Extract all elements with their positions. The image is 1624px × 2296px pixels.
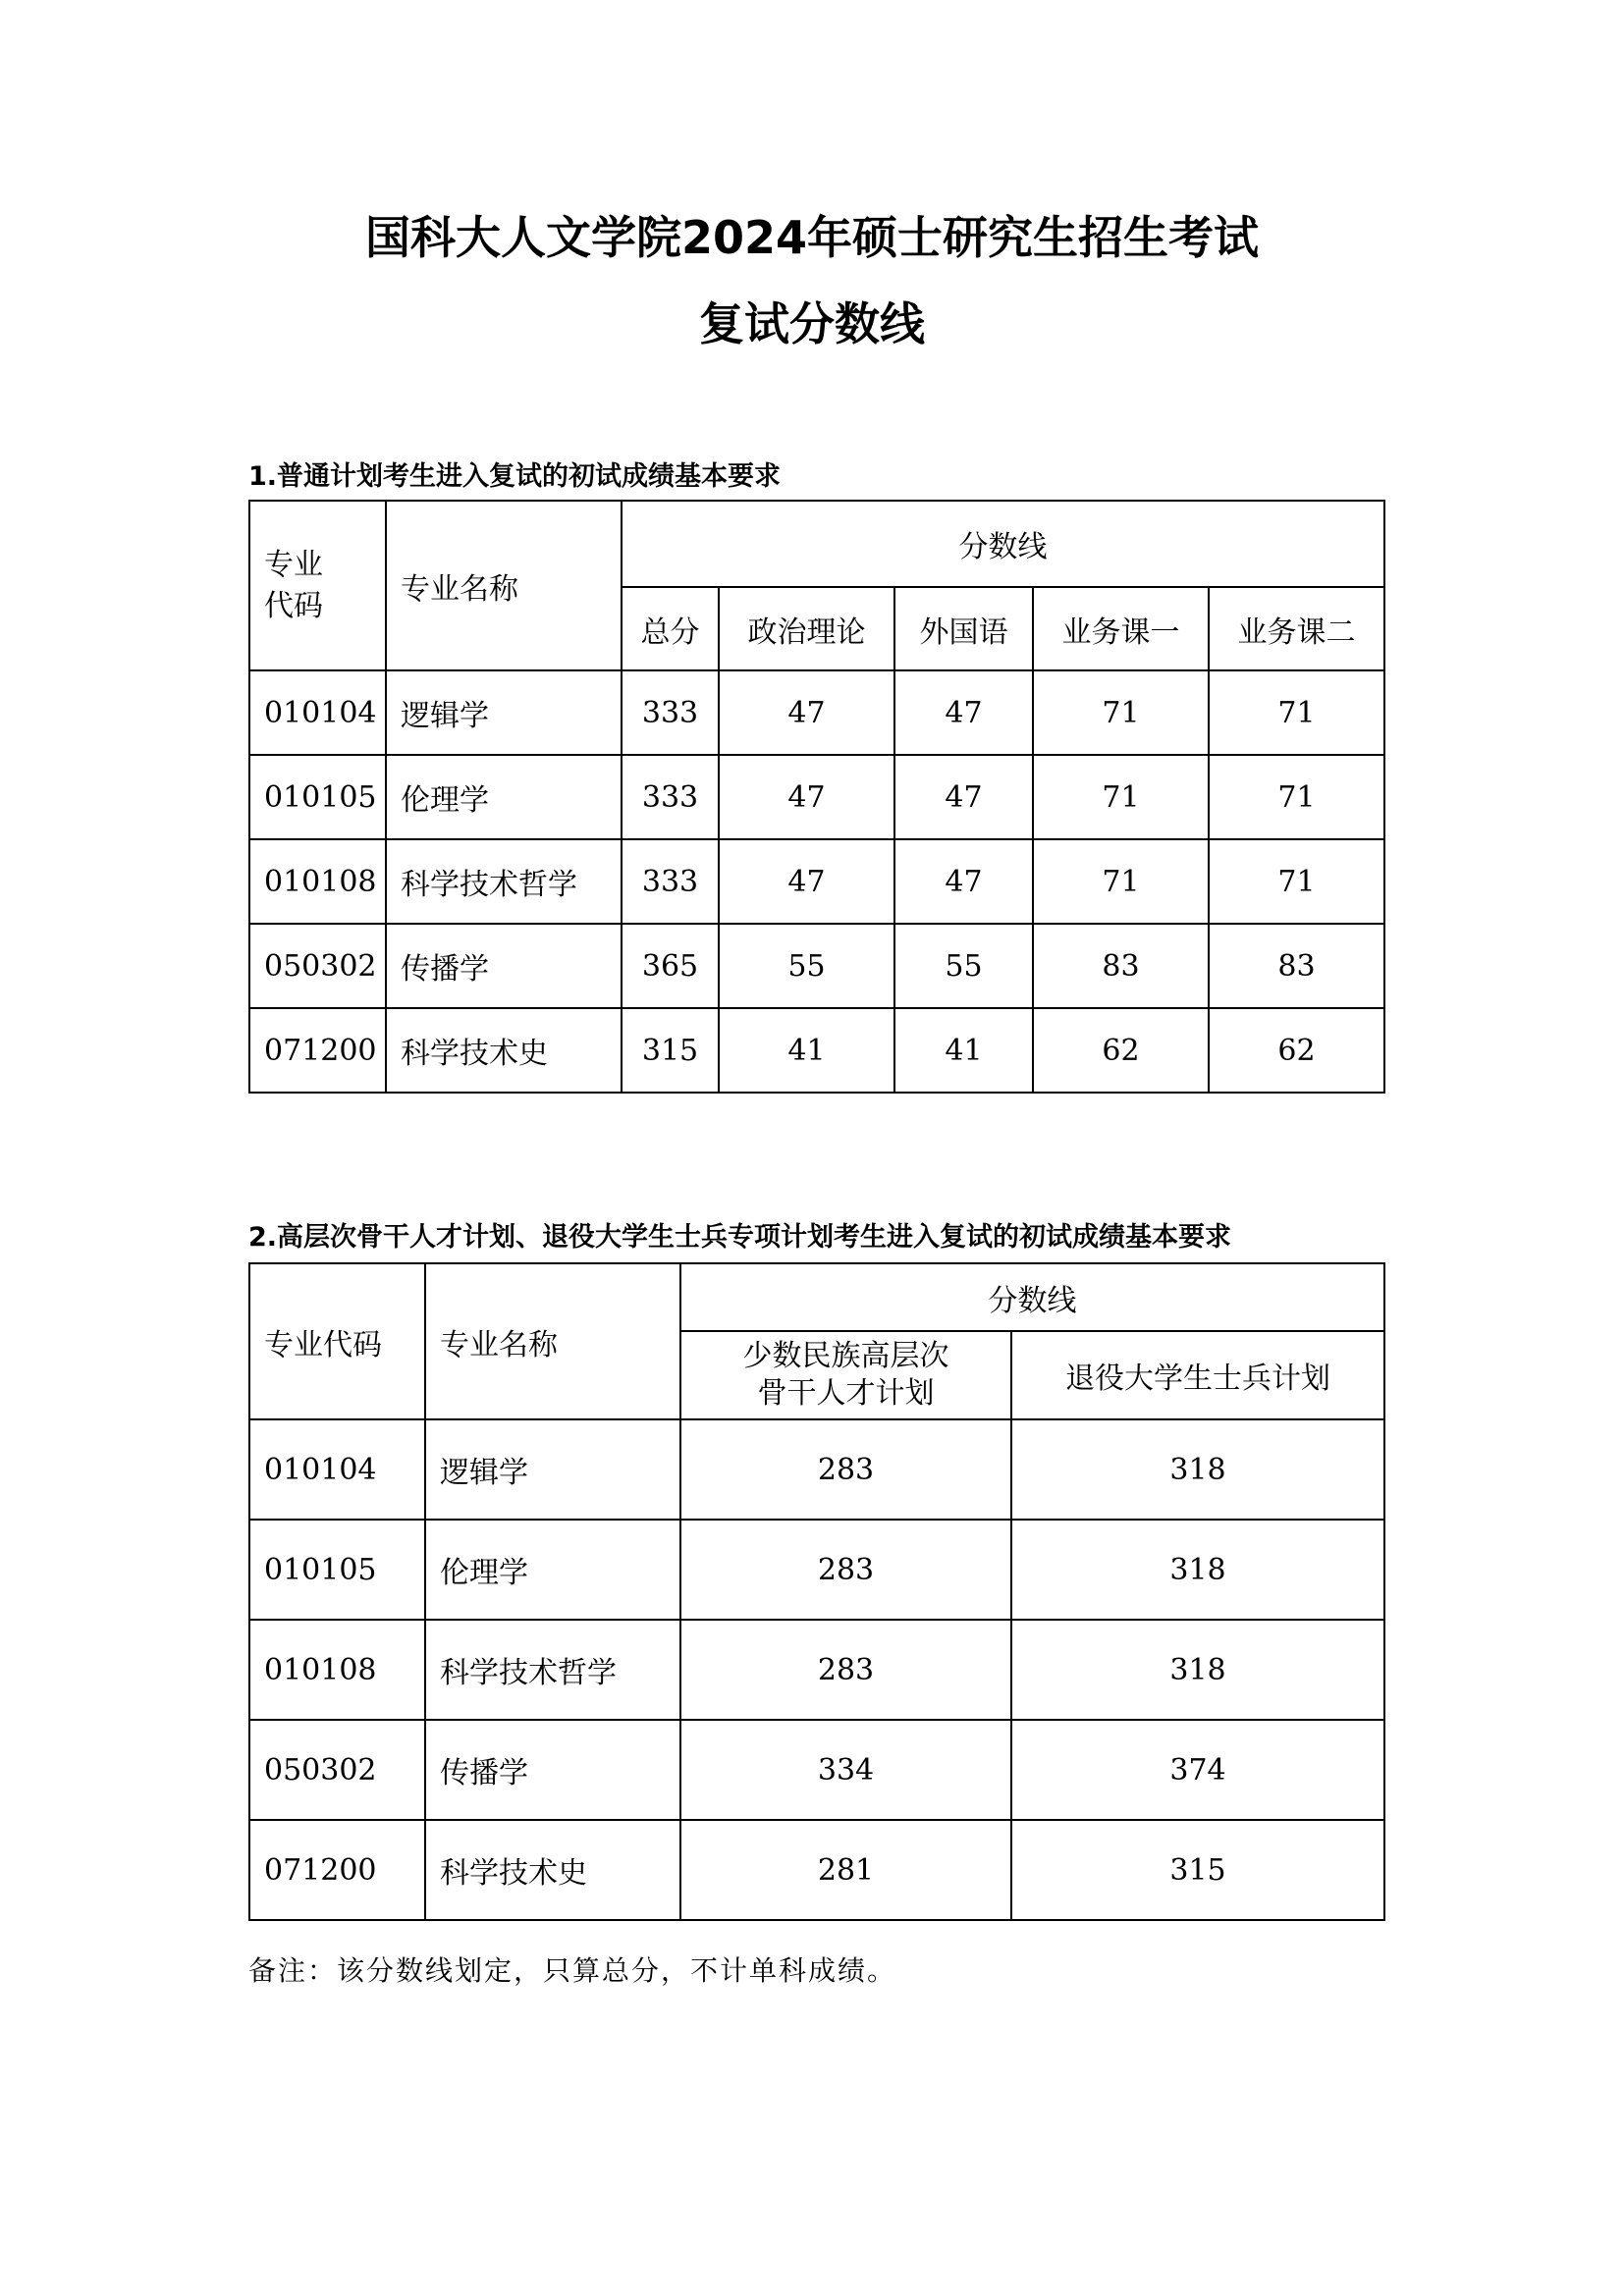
section2-heading: 2.高层次骨干人才计划、退役大学生士兵专项计划考生进入复试的初试成绩基本要求 (248, 1222, 1232, 1253)
cell-course1: 62 (1033, 1008, 1209, 1093)
table-row (249, 1720, 1384, 1820)
section1-heading: 1.普通计划考生进入复试的初试成绩基本要求 (248, 461, 782, 492)
cell-course1: 83 (1033, 924, 1209, 1008)
cell-code: 010105 (249, 755, 386, 839)
table-row (249, 1520, 1384, 1620)
cell-code: 050302 (249, 1720, 425, 1820)
header-code-part2: 代码 (264, 588, 323, 623)
header-code (249, 501, 386, 670)
cell-name: 传播学 (386, 924, 622, 1008)
header-course2: 业务课二 (1209, 587, 1384, 670)
cell-foreign: 47 (894, 670, 1033, 755)
header-minority-line2: 骨干人才计划 (757, 1376, 935, 1411)
cell-veteran: 318 (1011, 1520, 1384, 1620)
cell-minority: 283 (680, 1620, 1011, 1720)
header-score-line: 分数线 (680, 1263, 1384, 1331)
table-row (249, 839, 1384, 924)
header-score-line: 分数线 (622, 501, 1384, 587)
cell-politics: 47 (719, 839, 894, 924)
cell-minority: 283 (680, 1419, 1011, 1520)
header-code-text (264, 545, 385, 627)
table-row (249, 1419, 1384, 1520)
cell-total: 333 (622, 670, 719, 755)
cell-total: 333 (622, 755, 719, 839)
cell-name: 传播学 (425, 1720, 680, 1820)
footnote: 备注：该分数线划定，只算总分，不计单科成绩。 (248, 1954, 897, 1987)
cell-code: 071200 (249, 1008, 386, 1093)
cell-name: 科学技术史 (386, 1008, 622, 1093)
cell-total: 333 (622, 839, 719, 924)
page-title: 国科大人文学院2024年硕士研究生招生考试 (364, 211, 1260, 264)
page-subtitle: 复试分数线 (699, 297, 925, 350)
cell-politics: 47 (719, 755, 894, 839)
header-minority-line1: 少数民族高层次 (742, 1339, 949, 1373)
cell-code: 010108 (249, 839, 386, 924)
header-veteran-plan: 退役大学生士兵计划 (1011, 1331, 1384, 1419)
cell-course1: 71 (1033, 670, 1209, 755)
general-plan-table (248, 500, 1385, 1094)
header-code: 专业代码 (249, 1263, 425, 1419)
cell-name: 伦理学 (386, 755, 622, 839)
cell-code: 010105 (249, 1520, 425, 1620)
table-header-row (249, 1263, 1384, 1331)
cell-veteran: 315 (1011, 1820, 1384, 1920)
header-name: 专业名称 (386, 501, 622, 670)
cell-course2: 62 (1209, 1008, 1384, 1093)
table-row (249, 670, 1384, 755)
cell-course1: 71 (1033, 755, 1209, 839)
cell-minority: 281 (680, 1820, 1011, 1920)
cell-name: 科学技术哲学 (386, 839, 622, 924)
cell-course2: 71 (1209, 755, 1384, 839)
header-code-part1: 专业 (264, 547, 323, 582)
cell-politics: 55 (719, 924, 894, 1008)
cell-politics: 47 (719, 670, 894, 755)
cell-foreign: 41 (894, 1008, 1033, 1093)
cell-code: 010104 (249, 1419, 425, 1520)
header-foreign: 外国语 (894, 587, 1033, 670)
cell-total: 365 (622, 924, 719, 1008)
cell-veteran: 374 (1011, 1720, 1384, 1820)
cell-course2: 83 (1209, 924, 1384, 1008)
cell-foreign: 47 (894, 839, 1033, 924)
cell-foreign: 47 (894, 755, 1033, 839)
table-row (249, 924, 1384, 1008)
cell-veteran: 318 (1011, 1419, 1384, 1520)
cell-veteran: 318 (1011, 1620, 1384, 1720)
cell-name: 逻辑学 (425, 1419, 680, 1520)
cell-name: 科学技术史 (425, 1820, 680, 1920)
header-total: 总分 (622, 587, 719, 670)
cell-minority: 334 (680, 1720, 1011, 1820)
table-header-row (249, 501, 1384, 587)
cell-course2: 71 (1209, 670, 1384, 755)
cell-politics: 41 (719, 1008, 894, 1093)
cell-total: 315 (622, 1008, 719, 1093)
cell-code: 071200 (249, 1820, 425, 1920)
cell-name: 伦理学 (425, 1520, 680, 1620)
cell-foreign: 55 (894, 924, 1033, 1008)
cell-name: 逻辑学 (386, 670, 622, 755)
cell-code: 010108 (249, 1620, 425, 1720)
table-row (249, 1620, 1384, 1720)
cell-name: 科学技术哲学 (425, 1620, 680, 1720)
header-name: 专业名称 (425, 1263, 680, 1419)
header-course1: 业务课一 (1033, 587, 1209, 670)
cell-course1: 71 (1033, 839, 1209, 924)
cell-code: 050302 (249, 924, 386, 1008)
cell-minority: 283 (680, 1520, 1011, 1620)
cell-course2: 71 (1209, 839, 1384, 924)
header-politics: 政治理论 (719, 587, 894, 670)
header-minority-plan (680, 1331, 1011, 1419)
table-row (249, 755, 1384, 839)
cell-code: 010104 (249, 670, 386, 755)
special-plan-table (248, 1262, 1385, 1921)
table-row (249, 1008, 1384, 1093)
table-row (249, 1820, 1384, 1920)
